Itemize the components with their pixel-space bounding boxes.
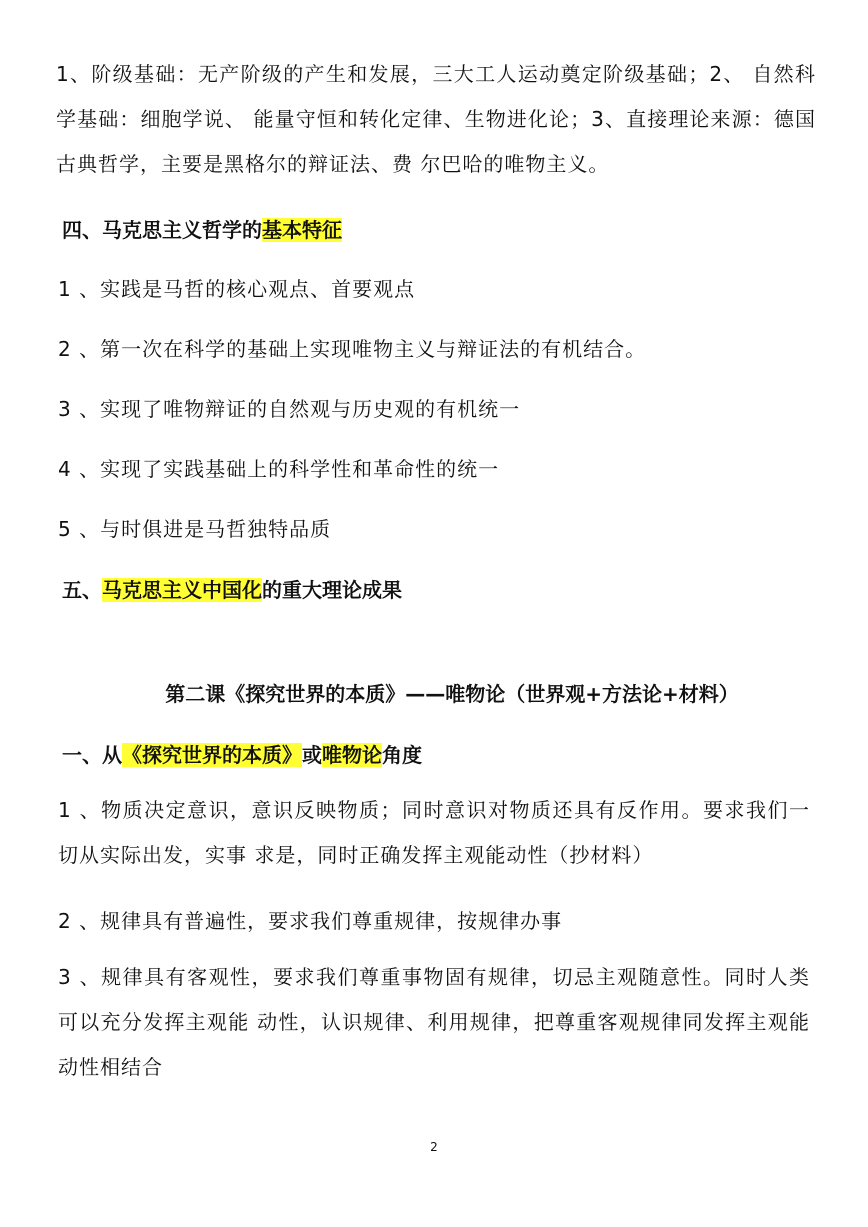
section-1-item-2: 2 、规律具有普遍性，要求我们尊重规律，按规律办事 <box>58 909 563 933</box>
section-4-heading-prefix: 四、马克思主义哲学的 <box>62 218 262 242</box>
section-4-item-2: 2 、第一次在科学的基础上实现唯物主义与辩证法的有机结合。 <box>58 337 647 361</box>
section-1-heading-suffix: 角度 <box>382 743 422 767</box>
section-4-heading-highlight: 基本特征 <box>262 218 342 242</box>
intro-paragraph: 1、阶级基础：无产阶级的产生和发展，三大工人运动奠定阶级基础；2、 自然科学基础：细胞学说、 能量守恒和转化定律、生物进化论；3、直接理论来源：德国古典哲学，主要是黑格尔的辩证法、费 尔巴哈的唯物主义。 <box>56 62 816 176</box>
section-5-heading <box>62 574 402 603</box>
section-4-heading <box>62 214 342 243</box>
section-1-heading-highlight-2: 唯物论 <box>322 743 382 767</box>
section-1-heading <box>62 739 422 768</box>
lesson-title: 第二课《探究世界的本质》——唯物论（世界观+方法论+材料） <box>165 682 739 706</box>
section-1-item-3: 3 、规律具有客观性，要求我们尊重事物固有规律，切忌主观随意性。同时人类可以充分发挥主观能 动性，认识规律、利用规律，把尊重客观规律同发挥主观能动性相结合 <box>58 965 810 1079</box>
section-5-heading-suffix: 的重大理论成果 <box>262 578 402 602</box>
section-4-item-3: 3 、实现了唯物辩证的自然观与历史观的有机统一 <box>58 397 521 421</box>
page-number: 2 <box>430 1140 438 1154</box>
section-5-heading-prefix: 五、 <box>62 578 102 602</box>
section-1-heading-highlight-1: 《探究世界的本质》 <box>122 743 302 767</box>
section-5-heading-highlight: 马克思主义中国化 <box>102 578 262 602</box>
section-1-item-1: 1 、物质决定意识，意识反映物质；同时意识对物质还具有反作用。要求我们一切从实际出发，实事 求是，同时正确发挥主观能动性（抄材料） <box>58 798 810 867</box>
section-4-item-5: 5 、与时俱进是马哲独特品质 <box>58 517 332 541</box>
section-4-item-1: 1 、实践是马哲的核心观点、首要观点 <box>58 277 416 301</box>
section-1-heading-middle: 或 <box>302 743 322 767</box>
section-4-item-4: 4 、实现了实践基础上的科学性和革命性的统一 <box>58 457 500 481</box>
section-1-heading-prefix: 一、从 <box>62 743 122 767</box>
